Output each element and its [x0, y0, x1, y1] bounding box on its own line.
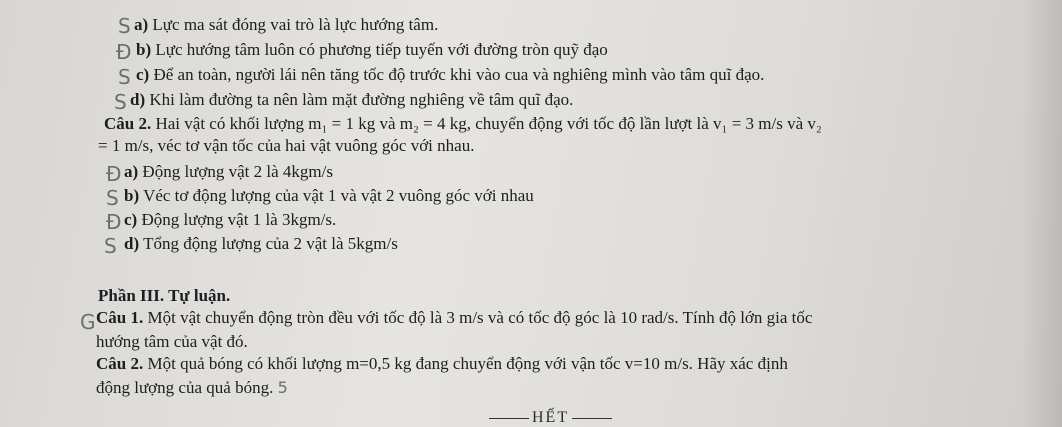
- handwritten-mark: S: [114, 90, 127, 114]
- handwritten-mark: 5: [277, 378, 288, 397]
- essay-question-1: Câu 1. Một vật chuyển động tròn đều với tốc độ là 3 m/s và có tốc độ góc là 10 rad/s. Tính độ lớn gia tốc: [96, 308, 813, 327]
- option-b-q2: b) Véc tơ động lượng của vật 1 và vật 2 vuông góc với nhau: [124, 186, 534, 205]
- handwritten-mark: Đ: [106, 162, 122, 186]
- essay-question-2-continued: động lượng của quả bóng. 5: [96, 378, 288, 397]
- end-marker: HẾT: [486, 409, 615, 427]
- handwritten-mark: G: [80, 310, 96, 334]
- handwritten-mark: Đ: [116, 40, 132, 64]
- handwritten-mark: S: [106, 186, 119, 210]
- option-a-q1: a) Lực ma sát đóng vai trò là lực hướng tâm.: [134, 15, 439, 34]
- handwritten-mark: S: [118, 14, 131, 38]
- option-c-q1: c) Để an toàn, người lái nên tăng tốc độ trước khi vào cua và nghiêng mình vào tâm quĩ đạo.: [136, 65, 765, 84]
- question-2: Câu 2. Hai vật có khối lượng m₁ = 1 kg và m₂ = 4 kg, chuyển động với tốc độ lần lượt là v₁ = 3 m/s và v₂: [104, 114, 822, 133]
- page-edge-shadow: [1022, 0, 1062, 427]
- option-b-q1: b) Lực hướng tâm luôn có phương tiếp tuyến với đường tròn quỹ đạo: [136, 40, 608, 59]
- option-d-q1: d) Khi làm đường ta nên làm mặt đường nghiêng về tâm quĩ đạo.: [130, 90, 574, 109]
- handwritten-mark: S: [118, 65, 131, 89]
- divider: [489, 418, 529, 419]
- option-c-q2: c) Động lượng vật 1 là 3kgm/s.: [124, 210, 337, 229]
- divider: [572, 418, 612, 419]
- section-heading: Phần III. Tự luận.: [98, 286, 231, 305]
- option-d-q2: d) Tổng động lượng của 2 vật là 5kgm/s: [124, 234, 398, 253]
- essay-question-2: Câu 2. Một quả bóng có khối lượng m=0,5 kg đang chuyển động với vận tốc v=10 m/s. Hãy xác định: [96, 354, 788, 373]
- handwritten-mark: Đ: [106, 210, 122, 234]
- handwritten-mark: S: [104, 234, 117, 258]
- essay-question-1-continued: hướng tâm của vật đó.: [96, 332, 248, 351]
- option-a-q2: a) Động lượng vật 2 là 4kgm/s: [124, 162, 333, 181]
- question-2-continued: = 1 m/s, véc tơ vận tốc của hai vật vuông góc với nhau.: [98, 136, 475, 155]
